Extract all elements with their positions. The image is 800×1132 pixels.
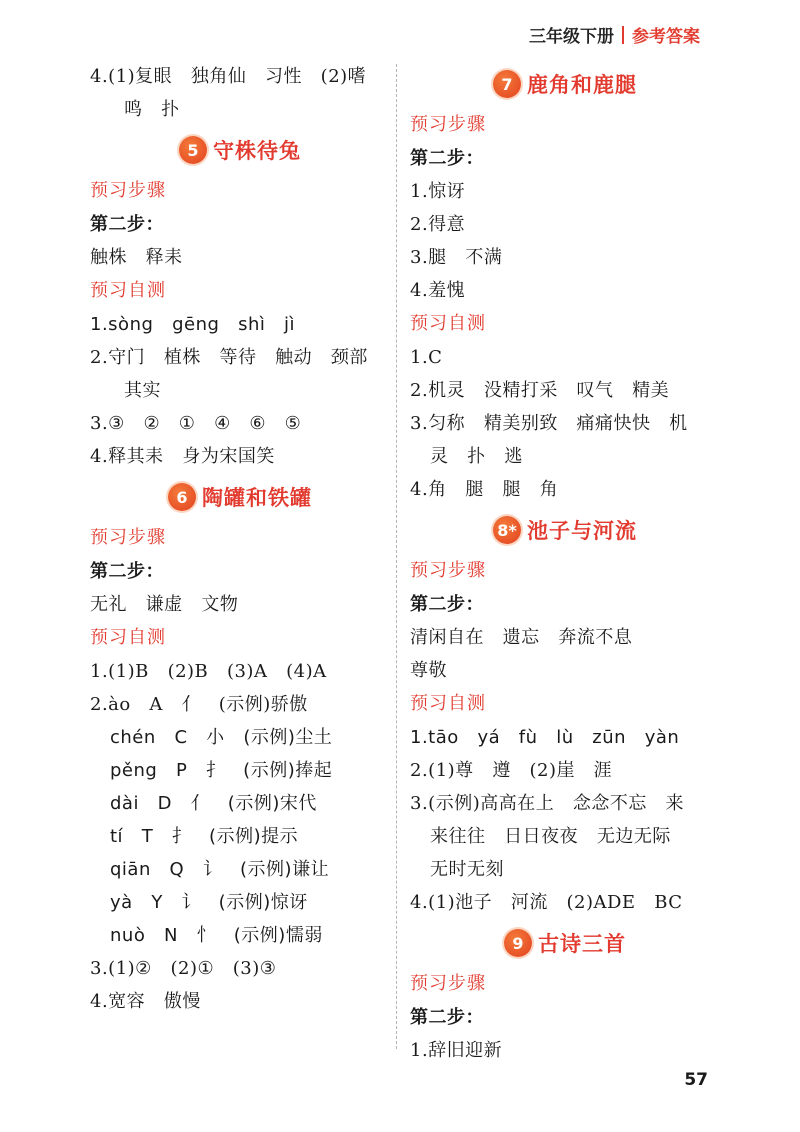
lesson-7-heading [410,60,720,108]
answer-line: nuò N 忄 (示例)懦弱 [110,925,323,946]
answer-line: 3.腿 不满 [410,247,503,268]
answer-line: 尊敬 [410,660,447,681]
answer-line: 1.辞旧迎新 [410,1040,503,1061]
step-two-label: 第二步： [90,214,164,235]
answer-line: 2.得意 [410,214,466,235]
answer-line: 3.匀称 精美别致 痛痛快快 机 [410,413,688,434]
lesson-6-heading [90,473,390,521]
cont-line-1: 4.(1)复眼 独角仙 习性 (2)嗜 [90,66,367,87]
answer-line: qiān Q 讠 (示例)谦让 [110,859,330,880]
lesson-8-heading [410,506,720,554]
right-column [410,60,720,1067]
answers-label: 参考答案 [632,27,700,47]
lesson-title: 守株待兔 [213,139,301,163]
answer-line: 4.宽容 傲慢 [90,991,201,1012]
self-test-label: 预习自测 [90,280,166,301]
answer-line: 1.惊讶 [410,181,466,202]
step-two-label: 第二步： [410,594,484,615]
answer-line: 3.(示例)高高在上 念念不忘 来 [410,793,685,814]
answer-line: 灵 扑 逃 [430,446,523,467]
answer-line: 2.(1)尊 遵 (2)崖 涯 [410,760,613,781]
lesson-number-badge: 6 [168,483,196,511]
self-test-label: 预习自测 [410,313,486,334]
answer-line: tí T 扌 (示例)提示 [110,826,299,847]
answer-line: 4.羞愧 [410,280,466,301]
header-divider [622,26,624,44]
self-test-label: 预习自测 [410,693,486,714]
lesson-title: 古诗三首 [538,932,626,956]
answer-line: 2.ào A 亻 (示例)骄傲 [90,694,308,715]
column-divider [396,64,397,1049]
answer-line: 触株 释耒 [90,247,183,268]
answer-line: 其实 [124,380,161,401]
answer-line: 1.(1)B (2)B (3)A (4)A [90,661,327,682]
answer-line: 4.释其耒 身为宋国笑 [90,446,275,467]
steps-label: 预习步骤 [90,180,166,201]
lesson-number-badge: 9 [504,929,532,957]
answer-line: 来往往 日日夜夜 无边无际 [430,826,671,847]
lesson-number-badge: 7 [493,70,521,98]
left-column [90,60,390,1018]
lesson-number-badge: 5 [179,136,207,164]
page-number: 57 [684,1070,708,1090]
lesson-title: 池子与河流 [527,519,637,543]
grade-label: 三年级下册 [529,27,614,47]
answer-line: yà Y 讠 (示例)惊讶 [110,892,308,913]
answer-line: 1.sòng gēng shì jì [90,314,296,335]
lesson-number-badge: 8* [493,516,521,544]
answer-line: 3.(1)② (2)① (3)③ [90,958,277,979]
step-two-label: 第二步： [90,561,164,582]
answer-line: 清闲自在 遗忘 奔流不息 [410,627,633,648]
answer-line: 2.守门 植株 等待 触动 颈部 [90,347,368,368]
answer-line: 无时无刻 [430,859,504,880]
steps-label: 预习步骤 [410,560,486,581]
answer-line: 4.角 腿 腿 角 [410,479,559,500]
answer-line: dài D 亻 (示例)宋代 [110,793,317,814]
lesson-title: 陶罐和铁罐 [202,486,312,510]
cont-line-2: 鸣 扑 [124,99,180,120]
answer-line: 3.③ ② ① ④ ⑥ ⑤ [90,413,302,434]
page-header [529,22,700,47]
answer-line: 4.(1)池子 河流 (2)ADE BC [410,892,683,913]
lesson-5-heading [90,126,390,174]
steps-label: 预习步骤 [90,527,166,548]
self-test-label: 预习自测 [90,627,166,648]
answer-line: 1.C [410,347,443,368]
step-two-label: 第二步： [410,1007,484,1028]
answer-line: 1.tāo yá fù lù zūn yàn [410,727,680,748]
steps-label: 预习步骤 [410,114,486,135]
answer-line: pěng P 扌 (示例)捧起 [110,760,333,781]
answer-line: 无礼 谦虚 文物 [90,594,239,615]
steps-label: 预习步骤 [410,973,486,994]
lesson-title: 鹿角和鹿腿 [527,73,637,97]
answer-line: 2.机灵 没精打采 叹气 精美 [410,380,670,401]
answer-line: chén C 小 (示例)尘土 [110,727,333,748]
step-two-label: 第二步： [410,148,484,169]
lesson-9-heading [410,919,720,967]
